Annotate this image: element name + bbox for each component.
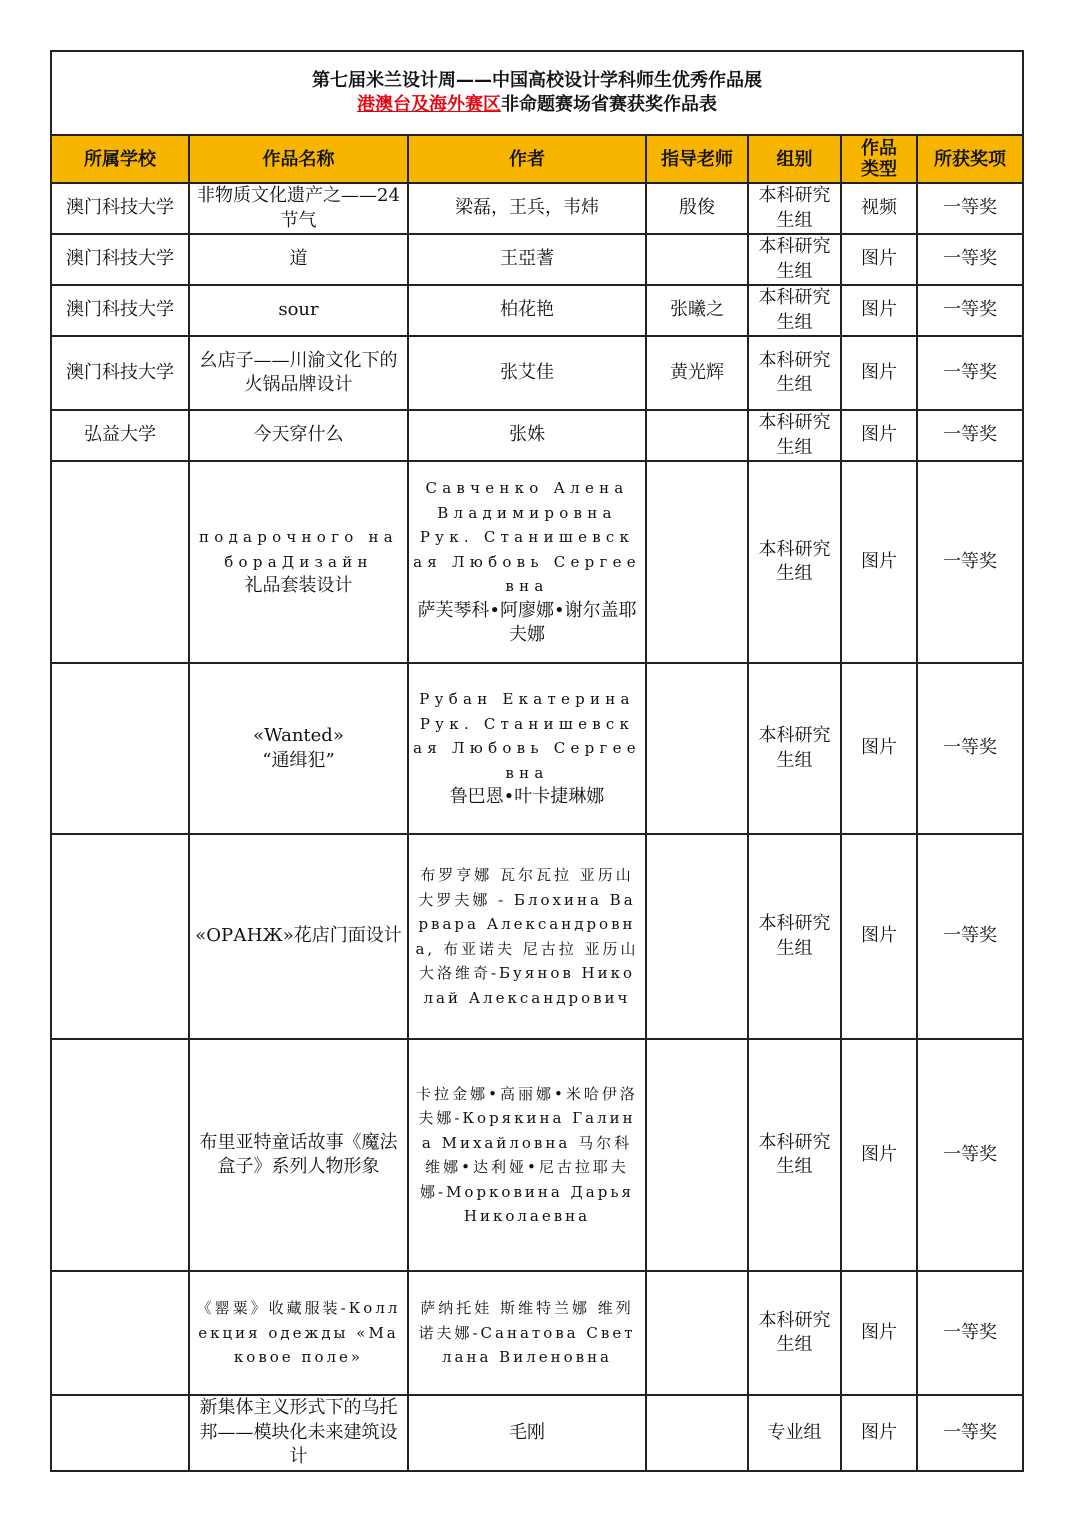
header-author: 作者	[408, 135, 646, 183]
cell-type: 图片	[841, 285, 917, 336]
cell-group: 本科研究生组	[748, 461, 841, 663]
cell-teacher	[646, 1039, 748, 1271]
cell-work-zh: 礼品套装设计	[244, 575, 353, 597]
cell-award: 一等奖	[917, 234, 1023, 285]
cell-work-ru: подарочного набораДизайн	[199, 528, 398, 571]
cell-group: 专业组	[748, 1395, 841, 1471]
table-row	[51, 410, 1023, 461]
cell-school: 澳门科技大学	[51, 285, 189, 336]
cell-author-zh: 萨芙琴科•阿廖娜•谢尔盖耶夫娜	[417, 599, 637, 646]
cell-type: 图片	[841, 834, 917, 1039]
cell-work	[189, 461, 408, 663]
header-type	[841, 135, 917, 183]
table-row	[51, 834, 1023, 1039]
cell-award: 一等奖	[917, 1271, 1023, 1395]
cell-school: 澳门科技大学	[51, 336, 189, 410]
cell-work: 今天穿什么	[189, 410, 408, 461]
table-row	[51, 663, 1023, 834]
cell-teacher	[646, 461, 748, 663]
cell-author: 布罗亨娜 瓦尔瓦拉 亚历山大罗夫娜 - Блохина Варвара Александровна, 布亚诺夫 尼古拉 亚历山大洛维奇-Буянов Николай Александрович	[408, 834, 646, 1039]
header-teacher: 指导老师	[646, 135, 748, 183]
award-sheet	[50, 50, 1022, 1472]
cell-work: 道	[189, 234, 408, 285]
cell-work: 布里亚特童话故事《魔法盒子》系列人物形象	[189, 1039, 408, 1271]
cell-award: 一等奖	[917, 834, 1023, 1039]
cell-work: sour	[189, 285, 408, 336]
table-title	[51, 51, 1023, 135]
header-type-line2: 类型	[861, 159, 897, 180]
cell-teacher	[646, 663, 748, 834]
cell-award: 一等奖	[917, 183, 1023, 234]
cell-author: 萨纳托娃 斯维特兰娜 维列诺夫娜-Санатова Светлана Виленовна	[408, 1271, 646, 1395]
cell-group: 本科研究生组	[748, 1039, 841, 1271]
cell-type: 视频	[841, 183, 917, 234]
cell-type: 图片	[841, 234, 917, 285]
table-row	[51, 1039, 1023, 1271]
table-row	[51, 234, 1023, 285]
cell-group: 本科研究生组	[748, 336, 841, 410]
cell-school	[51, 834, 189, 1039]
cell-author: 柏花艳	[408, 285, 646, 336]
cell-group: 本科研究生组	[748, 183, 841, 234]
cell-school: 弘益大学	[51, 410, 189, 461]
cell-work: 《罂粟》收藏服装-Коллекция одежды «Маковое поле»	[189, 1271, 408, 1395]
cell-group: 本科研究生组	[748, 234, 841, 285]
cell-work: 非物质文化遗产之——24节气	[189, 183, 408, 234]
cell-award: 一等奖	[917, 1039, 1023, 1271]
cell-teacher	[646, 1271, 748, 1395]
cell-work-ru: «Wanted»	[253, 725, 344, 746]
title-row	[51, 51, 1023, 135]
cell-teacher: 黄光辉	[646, 336, 748, 410]
header-type-line1: 作品	[861, 138, 897, 159]
cell-award: 一等奖	[917, 285, 1023, 336]
cell-school	[51, 1395, 189, 1471]
cell-type: 图片	[841, 1395, 917, 1471]
cell-type: 图片	[841, 1039, 917, 1271]
cell-author: 卡拉金娜•高丽娜•米哈伊洛夫娜-Корякина Галина Михайловна 马尔科维娜•达利娅•尼古拉耶夫娜-Морковина Дарья Николаевна	[408, 1039, 646, 1271]
cell-author: 王亞蓍	[408, 234, 646, 285]
cell-group: 本科研究生组	[748, 834, 841, 1039]
cell-award: 一等奖	[917, 1395, 1023, 1471]
cell-school	[51, 1039, 189, 1271]
cell-author: 毛刚	[408, 1395, 646, 1471]
cell-type: 图片	[841, 663, 917, 834]
cell-school	[51, 461, 189, 663]
header-work: 作品名称	[189, 135, 408, 183]
header-award: 所获奖项	[917, 135, 1023, 183]
cell-school	[51, 663, 189, 834]
cell-teacher	[646, 834, 748, 1039]
cell-school: 澳门科技大学	[51, 183, 189, 234]
cell-type: 图片	[841, 336, 917, 410]
cell-type: 图片	[841, 410, 917, 461]
cell-teacher	[646, 234, 748, 285]
cell-group: 本科研究生组	[748, 663, 841, 834]
cell-teacher: 张曦之	[646, 285, 748, 336]
cell-teacher: 殷俊	[646, 183, 748, 234]
cell-author	[408, 461, 646, 663]
cell-author-ru2: Рук. Станишевская Любовь Сергеевна	[413, 714, 641, 782]
cell-award: 一等奖	[917, 336, 1023, 410]
cell-type: 图片	[841, 461, 917, 663]
title-line2-rest: 非命题赛场省赛获奖作品表	[501, 94, 718, 115]
table-row	[51, 1271, 1023, 1395]
cell-author-ru1: Савченко Алена Владимировна	[425, 479, 629, 522]
cell-school	[51, 1271, 189, 1395]
title-line1: 第七届米兰设计周——中国高校设计学科师生优秀作品展	[312, 70, 763, 91]
cell-author: 梁磊，王兵，韦炜	[408, 183, 646, 234]
table-row	[51, 336, 1023, 410]
cell-author-zh: 鲁巴恩•叶卡捷琳娜	[449, 786, 605, 808]
cell-author	[408, 663, 646, 834]
cell-type: 图片	[841, 1271, 917, 1395]
cell-group: 本科研究生组	[748, 410, 841, 461]
cell-teacher	[646, 410, 748, 461]
header-school: 所属学校	[51, 135, 189, 183]
cell-award: 一等奖	[917, 410, 1023, 461]
cell-group: 本科研究生组	[748, 1271, 841, 1395]
cell-award: 一等奖	[917, 461, 1023, 663]
cell-author-ru2: Рук. Станишевская Любовь Сергеевна	[413, 528, 641, 596]
cell-school: 澳门科技大学	[51, 234, 189, 285]
cell-teacher	[646, 1395, 748, 1471]
cell-work-zh: “通缉犯”	[262, 749, 335, 771]
cell-work: 新集体主义形式下的乌托邦——模块化未来建筑设计	[189, 1395, 408, 1471]
cell-work	[189, 663, 408, 834]
cell-author-ru1: Рубан Екатерина	[419, 690, 635, 709]
cell-work: «ОРАНЖ»花店门面设计	[189, 834, 408, 1039]
header-group: 组别	[748, 135, 841, 183]
cell-group: 本科研究生组	[748, 285, 841, 336]
header-row	[51, 135, 1023, 183]
title-region: 港澳台及海外赛区	[357, 94, 502, 115]
award-table	[50, 50, 1024, 1472]
title-line2	[56, 93, 1018, 117]
cell-award: 一等奖	[917, 663, 1023, 834]
table-row	[51, 183, 1023, 234]
table-row	[51, 285, 1023, 336]
cell-author: 张艾佳	[408, 336, 646, 410]
table-row	[51, 461, 1023, 663]
cell-work: 幺店子——川渝文化下的火锅品牌设计	[189, 336, 408, 410]
table-row	[51, 1395, 1023, 1471]
cell-author: 张姝	[408, 410, 646, 461]
